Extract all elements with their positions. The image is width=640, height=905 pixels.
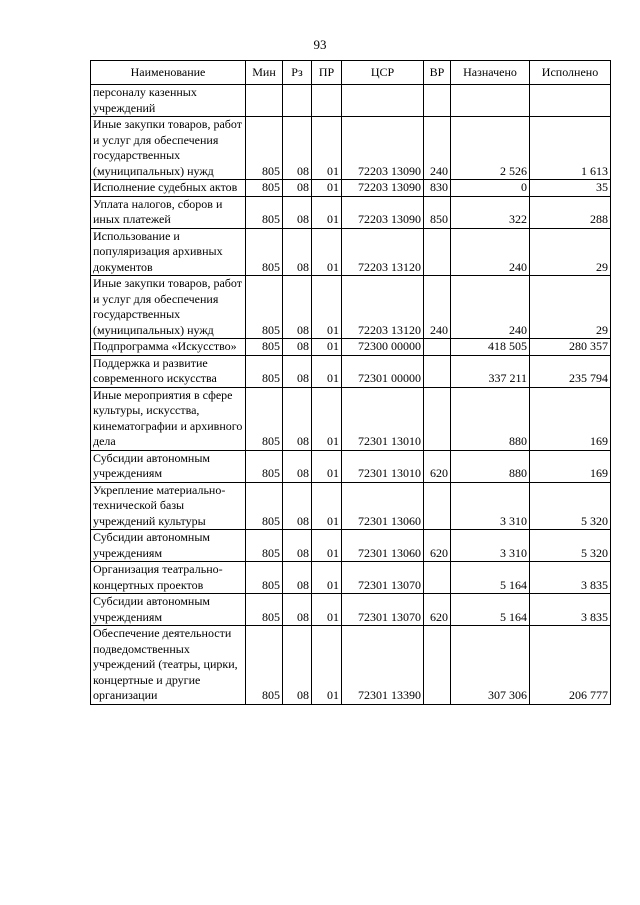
cell-name: Уплата налогов, сборов и иных платежей bbox=[91, 196, 246, 228]
cell-min: 805 bbox=[246, 117, 283, 180]
cell-assigned: 240 bbox=[451, 228, 530, 276]
cell-rz: 08 bbox=[283, 339, 312, 356]
cell-executed: 35 bbox=[530, 180, 611, 197]
cell-pr: 01 bbox=[312, 196, 342, 228]
cell-pr: 01 bbox=[312, 355, 342, 387]
cell-assigned bbox=[451, 85, 530, 117]
cell-assigned: 2 526 bbox=[451, 117, 530, 180]
cell-rz: 08 bbox=[283, 228, 312, 276]
cell-min: 805 bbox=[246, 562, 283, 594]
cell-min: 805 bbox=[246, 387, 283, 450]
cell-rz: 08 bbox=[283, 482, 312, 530]
table-row bbox=[91, 626, 611, 705]
table-row bbox=[91, 594, 611, 626]
cell-vr bbox=[424, 355, 451, 387]
cell-executed: 5 320 bbox=[530, 530, 611, 562]
cell-min: 805 bbox=[246, 450, 283, 482]
cell-csr bbox=[342, 85, 424, 117]
cell-pr: 01 bbox=[312, 276, 342, 339]
table-row bbox=[91, 228, 611, 276]
cell-min: 805 bbox=[246, 530, 283, 562]
cell-vr: 620 bbox=[424, 530, 451, 562]
cell-pr: 01 bbox=[312, 180, 342, 197]
cell-pr: 01 bbox=[312, 339, 342, 356]
cell-min: 805 bbox=[246, 196, 283, 228]
cell-executed: 3 835 bbox=[530, 562, 611, 594]
cell-name: Иные закупки товаров, работ и услуг для обеспечения государственных (муниципальных) нужд bbox=[91, 276, 246, 339]
cell-csr: 72301 13390 bbox=[342, 626, 424, 705]
cell-rz: 08 bbox=[283, 530, 312, 562]
cell-executed: 1 613 bbox=[530, 117, 611, 180]
cell-name: Субсидии автономным учреждениям bbox=[91, 530, 246, 562]
cell-vr bbox=[424, 339, 451, 356]
cell-assigned: 3 310 bbox=[451, 530, 530, 562]
table-row bbox=[91, 196, 611, 228]
cell-csr: 72203 13120 bbox=[342, 228, 424, 276]
header-vr: ВР bbox=[424, 61, 451, 85]
cell-assigned: 307 306 bbox=[451, 626, 530, 705]
cell-assigned: 0 bbox=[451, 180, 530, 197]
cell-csr: 72203 13090 bbox=[342, 180, 424, 197]
cell-csr: 72203 13090 bbox=[342, 196, 424, 228]
cell-min: 805 bbox=[246, 594, 283, 626]
cell-name: Иные мероприятия в сфере культуры, искусства, кинематографии и архивного дела bbox=[91, 387, 246, 450]
cell-pr: 01 bbox=[312, 594, 342, 626]
cell-min: 805 bbox=[246, 276, 283, 339]
table-header bbox=[91, 61, 611, 85]
cell-name: Укрепление материально-технической базы учреждений культуры bbox=[91, 482, 246, 530]
cell-pr: 01 bbox=[312, 562, 342, 594]
cell-min: 805 bbox=[246, 339, 283, 356]
table-row bbox=[91, 387, 611, 450]
cell-rz bbox=[283, 85, 312, 117]
cell-executed: 169 bbox=[530, 387, 611, 450]
cell-pr: 01 bbox=[312, 228, 342, 276]
cell-name: Поддержка и развитие современного искусства bbox=[91, 355, 246, 387]
table-row bbox=[91, 85, 611, 117]
cell-vr: 830 bbox=[424, 180, 451, 197]
cell-pr: 01 bbox=[312, 626, 342, 705]
cell-vr bbox=[424, 387, 451, 450]
cell-csr: 72300 00000 bbox=[342, 339, 424, 356]
cell-csr: 72301 13010 bbox=[342, 387, 424, 450]
cell-min bbox=[246, 85, 283, 117]
cell-executed: 29 bbox=[530, 228, 611, 276]
cell-assigned: 418 505 bbox=[451, 339, 530, 356]
cell-csr: 72301 00000 bbox=[342, 355, 424, 387]
cell-assigned: 880 bbox=[451, 450, 530, 482]
cell-executed: 206 777 bbox=[530, 626, 611, 705]
cell-pr bbox=[312, 85, 342, 117]
cell-assigned: 5 164 bbox=[451, 562, 530, 594]
cell-executed: 169 bbox=[530, 450, 611, 482]
cell-executed bbox=[530, 85, 611, 117]
cell-vr: 620 bbox=[424, 450, 451, 482]
page-number: 93 bbox=[313, 37, 327, 52]
cell-assigned: 337 211 bbox=[451, 355, 530, 387]
table-row bbox=[91, 450, 611, 482]
cell-rz: 08 bbox=[283, 117, 312, 180]
cell-vr bbox=[424, 85, 451, 117]
table-row bbox=[91, 117, 611, 180]
table-body bbox=[91, 85, 611, 705]
header-min: Мин bbox=[246, 61, 283, 85]
cell-assigned: 880 bbox=[451, 387, 530, 450]
cell-executed: 3 835 bbox=[530, 594, 611, 626]
budget-table bbox=[90, 60, 611, 705]
table-row bbox=[91, 562, 611, 594]
cell-csr: 72301 13070 bbox=[342, 562, 424, 594]
cell-assigned: 240 bbox=[451, 276, 530, 339]
cell-name: Иные закупки товаров, работ и услуг для обеспечения государственных (муниципальных) нужд bbox=[91, 117, 246, 180]
table-row bbox=[91, 339, 611, 356]
cell-csr: 72301 13060 bbox=[342, 530, 424, 562]
cell-vr bbox=[424, 626, 451, 705]
table-row bbox=[91, 482, 611, 530]
cell-executed: 5 320 bbox=[530, 482, 611, 530]
header-executed: Исполнено bbox=[530, 61, 611, 85]
cell-assigned: 5 164 bbox=[451, 594, 530, 626]
cell-min: 805 bbox=[246, 180, 283, 197]
cell-rz: 08 bbox=[283, 180, 312, 197]
cell-rz: 08 bbox=[283, 196, 312, 228]
header-csr: ЦСР bbox=[342, 61, 424, 85]
cell-csr: 72301 13060 bbox=[342, 482, 424, 530]
cell-min: 805 bbox=[246, 626, 283, 705]
cell-rz: 08 bbox=[283, 626, 312, 705]
cell-rz: 08 bbox=[283, 594, 312, 626]
cell-pr: 01 bbox=[312, 530, 342, 562]
cell-assigned: 3 310 bbox=[451, 482, 530, 530]
cell-assigned: 322 bbox=[451, 196, 530, 228]
table-row bbox=[91, 276, 611, 339]
cell-vr: 620 bbox=[424, 594, 451, 626]
cell-rz: 08 bbox=[283, 387, 312, 450]
header-name: Наименование bbox=[91, 61, 246, 85]
header-rz: Рз bbox=[283, 61, 312, 85]
cell-name: Субсидии автономным учреждениям bbox=[91, 450, 246, 482]
cell-rz: 08 bbox=[283, 355, 312, 387]
cell-rz: 08 bbox=[283, 276, 312, 339]
cell-csr: 72301 13010 bbox=[342, 450, 424, 482]
header-row bbox=[91, 61, 611, 85]
cell-csr: 72203 13120 bbox=[342, 276, 424, 339]
cell-min: 805 bbox=[246, 482, 283, 530]
cell-rz: 08 bbox=[283, 562, 312, 594]
cell-vr bbox=[424, 228, 451, 276]
cell-pr: 01 bbox=[312, 387, 342, 450]
cell-name: Подпрограмма «Искусство» bbox=[91, 339, 246, 356]
cell-name: Субсидии автономным учреждениям bbox=[91, 594, 246, 626]
cell-pr: 01 bbox=[312, 482, 342, 530]
cell-vr: 240 bbox=[424, 276, 451, 339]
cell-name: Использование и популяризация архивных документов bbox=[91, 228, 246, 276]
cell-pr: 01 bbox=[312, 117, 342, 180]
cell-csr: 72301 13070 bbox=[342, 594, 424, 626]
cell-executed: 288 bbox=[530, 196, 611, 228]
cell-name: Организация театрально-концертных проектов bbox=[91, 562, 246, 594]
table-row bbox=[91, 180, 611, 197]
cell-min: 805 bbox=[246, 228, 283, 276]
cell-executed: 280 357 bbox=[530, 339, 611, 356]
cell-pr: 01 bbox=[312, 450, 342, 482]
cell-rz: 08 bbox=[283, 450, 312, 482]
cell-csr: 72203 13090 bbox=[342, 117, 424, 180]
cell-name: персоналу казенных учреждений bbox=[91, 85, 246, 117]
header-assigned: Назначено bbox=[451, 61, 530, 85]
cell-name: Исполнение судебных актов bbox=[91, 180, 246, 197]
cell-vr: 850 bbox=[424, 196, 451, 228]
table-row bbox=[91, 355, 611, 387]
cell-name: Обеспечение деятельности подведомственных учреждений (театры, цирки, концертные и другие организации bbox=[91, 626, 246, 705]
cell-vr: 240 bbox=[424, 117, 451, 180]
cell-vr bbox=[424, 482, 451, 530]
cell-vr bbox=[424, 562, 451, 594]
cell-min: 805 bbox=[246, 355, 283, 387]
cell-executed: 29 bbox=[530, 276, 611, 339]
cell-executed: 235 794 bbox=[530, 355, 611, 387]
header-pr: ПР bbox=[312, 61, 342, 85]
table-row bbox=[91, 530, 611, 562]
